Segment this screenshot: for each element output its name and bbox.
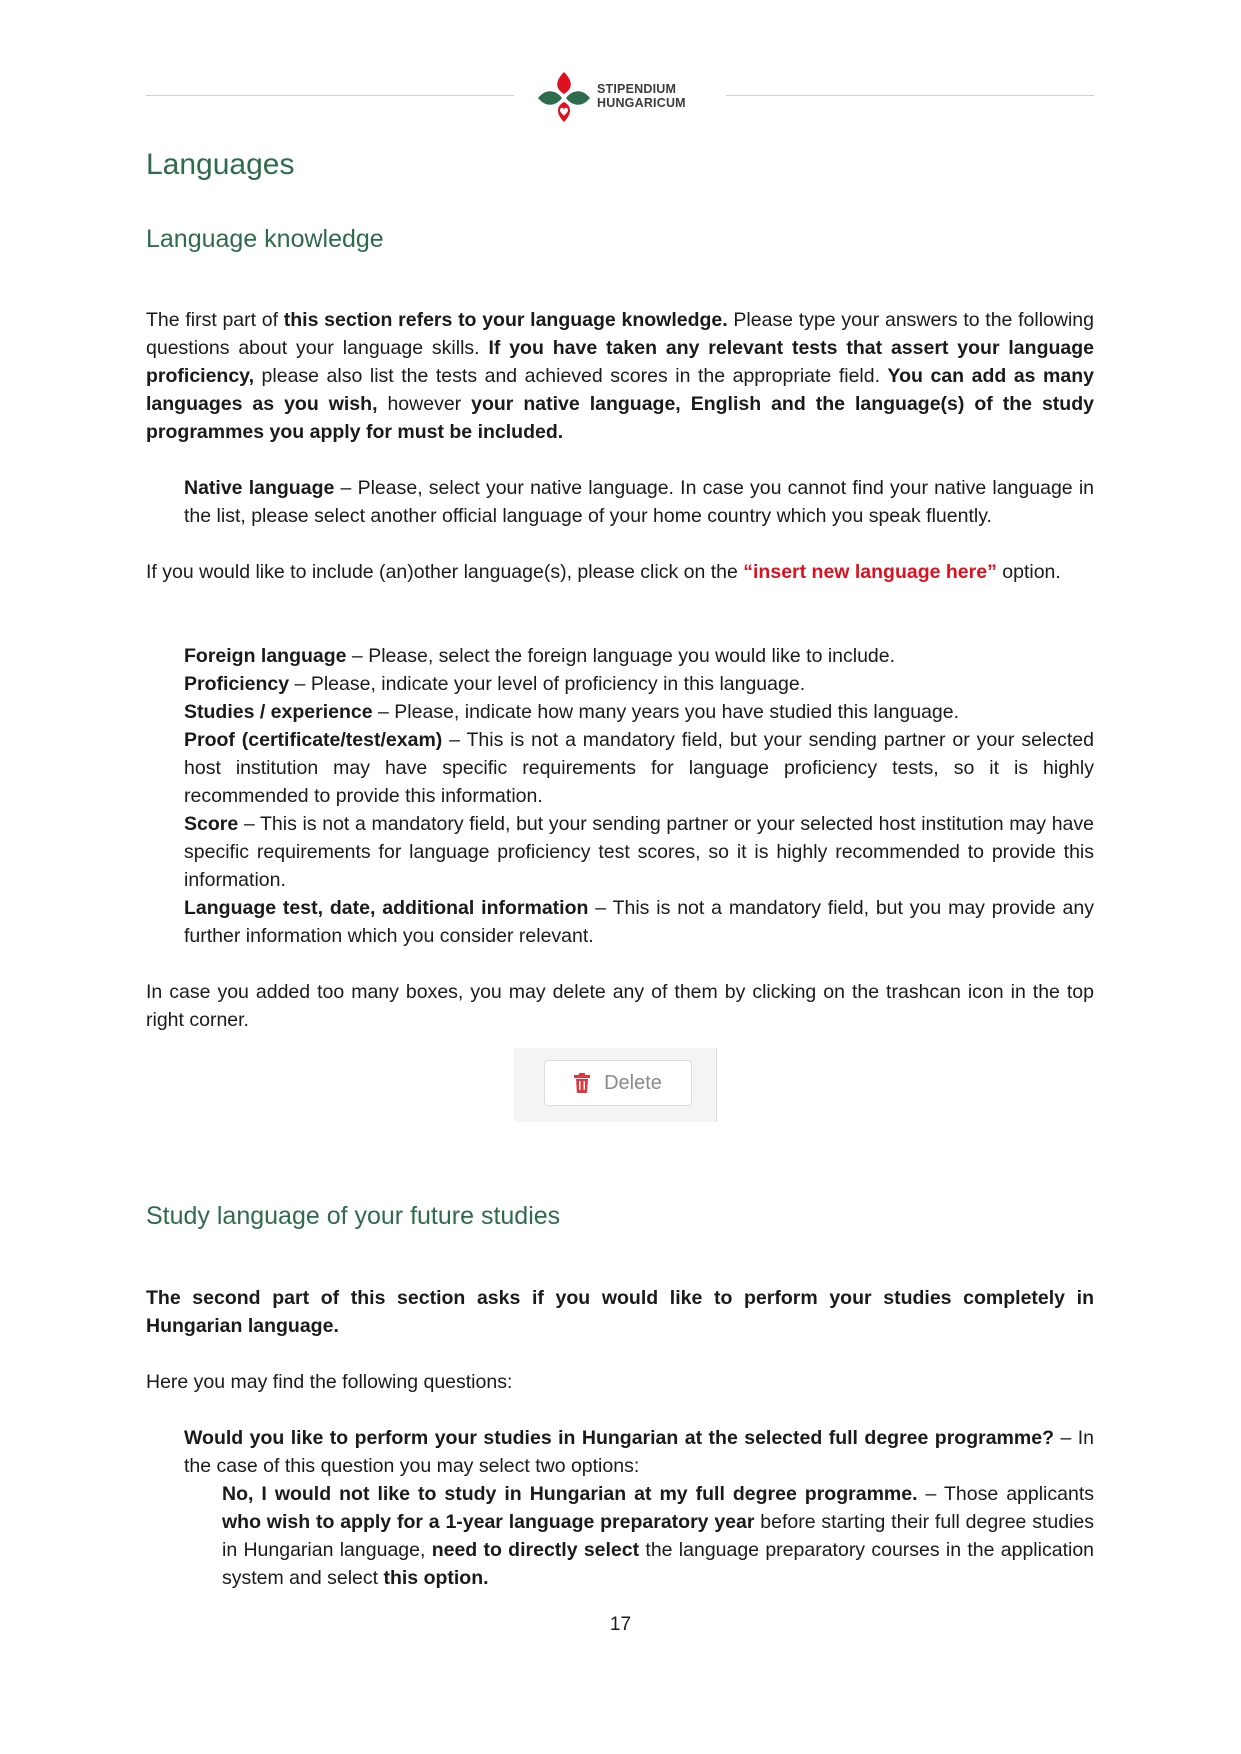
section2-intro: The second part of this section asks if you would like to perform your studies completely in Hungarian language.	[146, 1287, 1094, 1337]
page-number: 17	[609, 1614, 632, 1635]
section1-intro: The first part of this section refers to your language knowledge. Please type your answers to the following questions about your language skills. If you have taken any relevant tests that assert your language proficiency, please also list the tests and achieved scores in the appropriate field. You can add as many languages as you wish, however your native language, English and the language(s) of the study programmes you apply for must be included.	[146, 309, 1095, 443]
flower-logo-icon	[534, 68, 594, 124]
field-score: Score – This is not a mandatory field, but your sending partner or your selected host institution may have specific requirements for language proficiency test scores, so it is highly recommended to provide this information.	[184, 813, 1094, 891]
header-rule-right	[726, 95, 1094, 96]
delete-button-label: Delete	[604, 1071, 662, 1094]
field-foreign-language: Foreign language – Please, select the foreign language you would like to include.	[184, 645, 896, 667]
field-proof: Proof (certificate/test/exam) – This is not a mandatory field, but your sending partner or your selected host institution may have specific requirements for language proficiency tests, so it is highly recommended to provide this information.	[184, 729, 1094, 807]
page-header	[146, 68, 1094, 128]
delete-note: In case you added too many boxes, you may delete any of them by clicking on the trashcan icon in the top right corner.	[146, 981, 1094, 1031]
delete-button-screenshot	[514, 1048, 717, 1122]
field-description-list	[184, 642, 1094, 950]
stipendium-hungaricum-logo	[534, 68, 706, 124]
questions-intro: Here you may find the following questions:	[146, 1371, 513, 1393]
insert-language-instruction: If you would like to include (an)other language(s), please click on the “insert new language here” option.	[146, 561, 1061, 583]
native-language-description: Native language – Please, select your native language. In case you cannot find your native language in the list, please select another official language of your home country which you speak fluently.	[184, 477, 1095, 527]
trashcan-icon	[574, 1073, 590, 1093]
field-additional-info: Language test, date, additional information – This is not a mandatory field, but you may provide any further information which you consider relevant.	[184, 897, 1094, 947]
section-heading-study-language: Study language of your future studies	[146, 1202, 561, 1230]
logo-line2: HUNGARICUM	[597, 96, 686, 110]
page-title: Languages	[146, 148, 295, 181]
header-rule-left	[146, 95, 514, 96]
field-proficiency: Proficiency – Please, indicate your level of proficiency in this language.	[184, 673, 806, 695]
delete-button[interactable]	[544, 1060, 692, 1106]
section-heading-language-knowledge: Language knowledge	[146, 225, 384, 253]
logo-line1: STIPENDIUM	[597, 82, 677, 96]
field-studies-experience: Studies / experience – Please, indicate how many years you have studied this language.	[184, 701, 960, 723]
insert-new-language-link: “insert new language here”	[743, 561, 997, 583]
option-no-hungarian: No, I would not like to study in Hungarian at my full degree programme. – Those applicants who wish to apply for a 1-year language preparatory year before starting their full degree studies in Hungarian language, need to directly select the language preparatory courses in the application system and select this option.	[222, 1483, 1095, 1589]
hungarian-study-question: Would you like to perform your studies in Hungarian at the selected full degree programme? – In the case of this question you may select two options:	[184, 1427, 1094, 1477]
